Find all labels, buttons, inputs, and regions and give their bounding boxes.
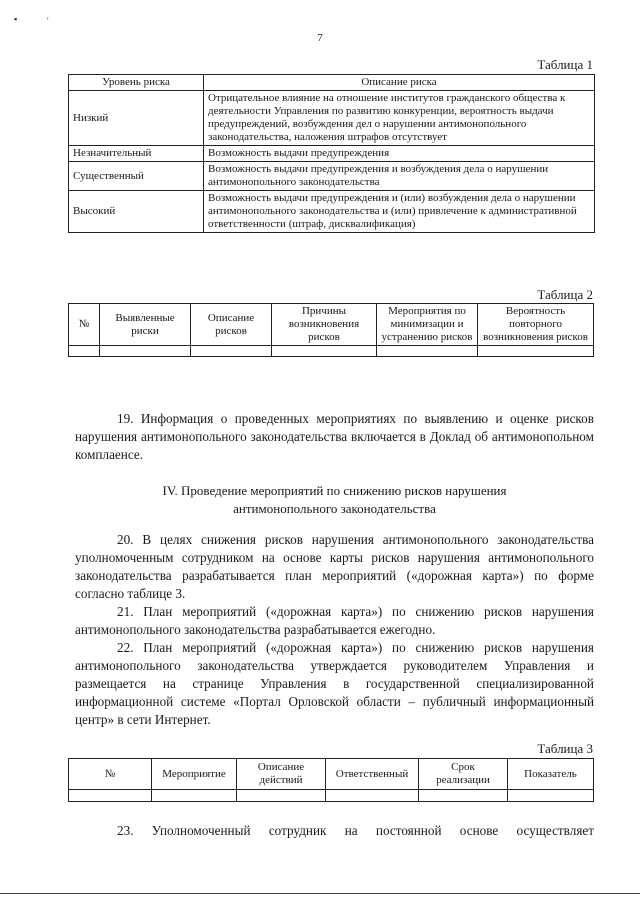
table-row (69, 91, 595, 146)
table-header-cell: Показатель (508, 759, 594, 790)
table-cell (152, 790, 237, 802)
table1-caption: Таблица 1 (537, 57, 593, 72)
table-cell (69, 346, 100, 357)
paragraph-23: 23. Уполномоченный сотрудник на постоянной основе осуществляет (117, 823, 594, 838)
table-cell (237, 790, 326, 802)
table-row (69, 346, 594, 357)
table-header-cell: № (69, 759, 152, 790)
paragraph-21: 21. План мероприятий («дорожная карта») по снижению рисков нарушения антимонопольного законодательства разрабатывается ежегодно. (75, 604, 594, 637)
table-cell (100, 346, 191, 357)
table-header-cell: Описание рисков (191, 304, 272, 346)
section-heading (75, 482, 594, 518)
table-cell (377, 346, 478, 357)
table-cell (326, 790, 419, 802)
table-row (69, 790, 594, 802)
scan-mark: ' (47, 16, 49, 26)
risk-level-cell: Существенный (69, 162, 204, 191)
table-header-cell: Описание действий (237, 759, 326, 790)
table-header-cell: Причины возникновения рисков (272, 304, 377, 346)
risk-level-cell: Высокий (69, 191, 204, 233)
paragraphs-20-22-block (75, 531, 594, 729)
table-row (69, 191, 595, 233)
risk-level-cell: Низкий (69, 91, 204, 146)
table-header-row (69, 75, 595, 91)
table-header-cell: Мероприятия по минимизации и устранению рисков (377, 304, 478, 346)
table-header-row (69, 304, 594, 346)
risk-level-cell: Незначительный (69, 146, 204, 162)
table-header-cell: Ответственный (326, 759, 419, 790)
table-header-cell: Мероприятие (152, 759, 237, 790)
risk-description-cell: Возможность выдачи предупреждения и возбуждения дела о нарушении антимонопольного законодательства (204, 162, 595, 191)
paragraph-23-block (75, 822, 594, 840)
risk-description-cell: Возможность выдачи предупреждения и (или) возбуждения дела о нарушении антимонопольного законодательства и (или) привлечение к административной ответственности (штраф, дисквалификация) (204, 191, 595, 233)
page-number: 7 (317, 32, 323, 44)
paragraph-19: 19. Информация о проведенных мероприятиях по выявлению и оценке рисков нарушения антимонопольного законодательства включается в Доклад об антимонопольном комплаенсе. (75, 411, 594, 462)
paragraph-20: 20. В целях снижения рисков нарушения антимонопольного законодательства уполномоченным сотрудником на основе карты рисков нарушения антимонопольного законодательства разрабатывается план мероприятий («дорожная карта») по форме согласно таблице 3. (75, 532, 594, 601)
paragraph-19-block (75, 410, 594, 464)
risk-description-cell: Отрицательное влияние на отношение институтов гражданского общества к деятельности Управления по развитию конкуренции, вероятность выдачи предупреждений, возбуждения дел о нарушении антимонопольного законодательства, наложения штрафов отсутствует (204, 91, 595, 146)
section-title-line: IV. Проведение мероприятий по снижению рисков нарушения (162, 483, 507, 498)
table-cell (478, 346, 594, 357)
table-row (69, 162, 595, 191)
table3-caption: Таблица 3 (537, 741, 593, 756)
table-header-cell: № (69, 304, 100, 346)
risk-description-cell: Возможность выдачи предупреждения (204, 146, 595, 162)
risk-identification-table (68, 303, 594, 357)
scan-mark: ▪ (14, 14, 18, 24)
table-header-cell: Вероятность повторного возникновения рисков (478, 304, 594, 346)
table-cell (272, 346, 377, 357)
table-cell (69, 790, 152, 802)
table-header-row (69, 759, 594, 790)
paragraph-22: 22. План мероприятий («дорожная карта») по снижению рисков нарушения антимонопольного законодательства утверждается руководителем Управления и размещается на странице Управления в государственной специализированной информационной системе «Портал Орловской области – публичный информационный центр» в сети Интернет. (75, 640, 594, 727)
scan-edge-line (0, 893, 640, 894)
section-title-line: антимонопольного законодательства (233, 501, 436, 516)
table2-caption: Таблица 2 (537, 287, 593, 302)
table-header-cell: Выявленные риски (100, 304, 191, 346)
table-header-cell: Уровень риска (69, 75, 204, 91)
table-cell (191, 346, 272, 357)
action-plan-table (68, 758, 594, 802)
table-row (69, 146, 595, 162)
table-header-cell: Описание риска (204, 75, 595, 91)
table-cell (508, 790, 594, 802)
table-cell (419, 790, 508, 802)
table-header-cell: Срок реализации (419, 759, 508, 790)
risk-levels-table (68, 74, 595, 233)
